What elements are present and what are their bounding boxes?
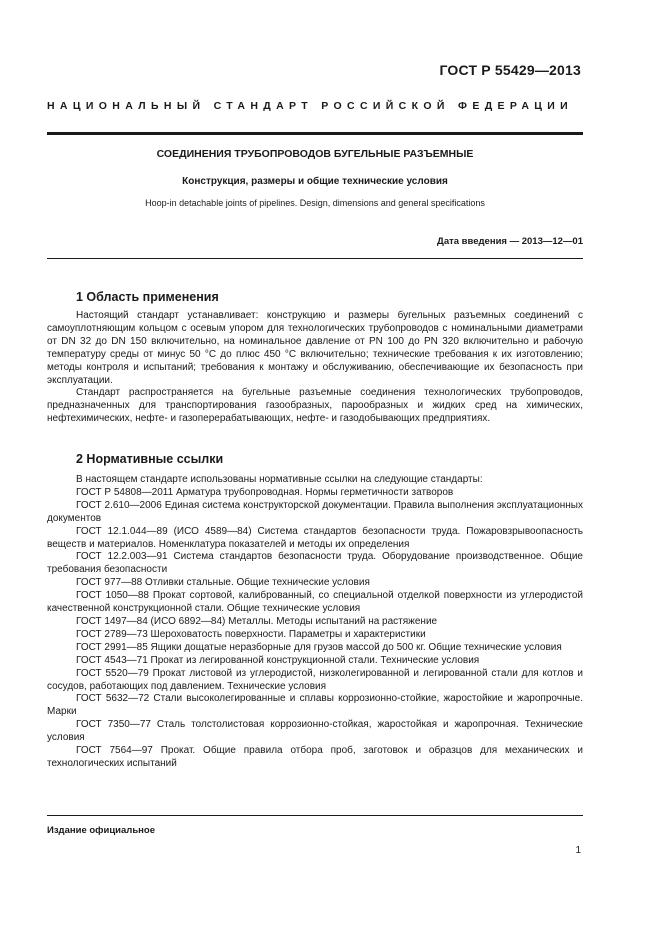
section-2-heading: 2 Нормативные ссылки (76, 452, 224, 466)
reference-item: ГОСТ 5632—72 Стали высоколегированные и сплавы коррозионно-стойкие, жаростойкие и жаропрочные. Марки (47, 693, 583, 718)
reference-item: ГОСТ Р 54808—2011 Арматура трубопроводная. Нормы герметичности затворов (76, 486, 454, 498)
reference-item: ГОСТ 12.2.003—91 Система стандартов безопасности труда. Оборудование производственное. Общие требования безопасности (47, 551, 583, 576)
reference-item: ГОСТ 5520—79 Прокат листовой из углеродистой, низколегированной и легированной стали для котлов и сосудов, работающих под давлением. Технические условия (47, 667, 583, 692)
reference-item: ГОСТ 1497—84 (ИСО 6892—84) Металлы. Методы испытаний на растяжение (76, 615, 438, 627)
footer-rule (47, 815, 583, 816)
section-1-heading: 1 Область применения (76, 290, 219, 304)
section-2-intro: В настоящем стандарте использованы нормативные ссылки на следующие стандарты: (76, 474, 483, 485)
header-rule (47, 132, 583, 135)
reference-item: ГОСТ 977—88 Отливки стальные. Общие технические условия (76, 577, 370, 589)
introduction-date: Дата введения — 2013—12—01 (437, 236, 583, 247)
section-2-body (47, 474, 583, 771)
section-1-paragraph: Стандарт распространяется на бугельные разъемные соединения технологических трубопроводов, предназначенных для транспортирования газообразных, парообразных и жидких сред на химических, нефтехимических, нефте- и газоперерабатывающих, нефте- и газодобывающих предприятиях. (47, 387, 583, 425)
official-edition-note: Издание официальное (47, 825, 155, 836)
reference-item: ГОСТ 1050—88 Прокат сортовой, калиброванный, со специальной отделкой поверхности из углеродистой качественной конструкционной стали. Общие технические условия (47, 590, 583, 615)
reference-item: ГОСТ 7350—77 Сталь толстолистовая коррозионно-стойкая, жаростойкая и жаропрочная. Технические условия (47, 719, 583, 744)
section-1-paragraph: Настоящий стандарт устанавливает: конструкцию и размеры бугельных разъемных соединений с самоуплотняющим кольцом с осевым упором для технологических трубопроводов с номинальными диаметрами от DN 32 до DN 150 включительно, на номинальное давление от PN 100 до PN 320 включительно и рабочую температуру среды от минус 50 °С до плюс 450 °С включительно; технические требования к их изготовлению; методы контроля и испытаний; требования к монтажу и обслуживанию, обеспечивающие их безопасность при эксплуатации. (47, 310, 583, 386)
section-1-body (47, 310, 583, 426)
reference-item: ГОСТ 4543—71 Прокат из легированной конструкционной стали. Технические условия (76, 654, 480, 666)
english-title: Hoop-in detachable joints of pipelines. Design, dimensions and general specifications (145, 198, 485, 208)
national-standard-banner: НАЦИОНАЛЬНЫЙ СТАНДАРТ РОССИЙСКОЙ ФЕДЕРАЦИИ (47, 100, 574, 112)
document-title: СОЕДИНЕНИЯ ТРУБОПРОВОДОВ БУГЕЛЬНЫЕ РАЗЪЕМНЫЕ (156, 148, 474, 160)
document-subtitle: Конструкция, размеры и общие технические условия (182, 176, 448, 187)
reference-item: ГОСТ 12.1.044—89 (ИСО 4589—84) Система стандартов безопасности труда. Пожаровзрывоопасность веществ и материалов. Номенклатура показателей и методы их определения (47, 525, 583, 550)
page-number: 1 (575, 845, 581, 856)
reference-item: ГОСТ 2.610—2006 Единая система конструкторской документации. Правила выполнения эксплуатационных документов (47, 499, 583, 524)
reference-item: ГОСТ 7564—97 Прокат. Общие правила отбора проб, заготовок и образцов для механических и технологических испытаний (47, 745, 583, 769)
reference-item: ГОСТ 2991—85 Ящики дощатые неразборные для грузов массой до 500 кг. Общие технические условия (76, 641, 562, 653)
reference-item: ГОСТ 2789—73 Шероховатость поверхности. Параметры и характеристики (76, 628, 426, 640)
title-block-rule (47, 258, 583, 259)
standard-designation: ГОСТ Р 55429—2013 (439, 62, 581, 78)
